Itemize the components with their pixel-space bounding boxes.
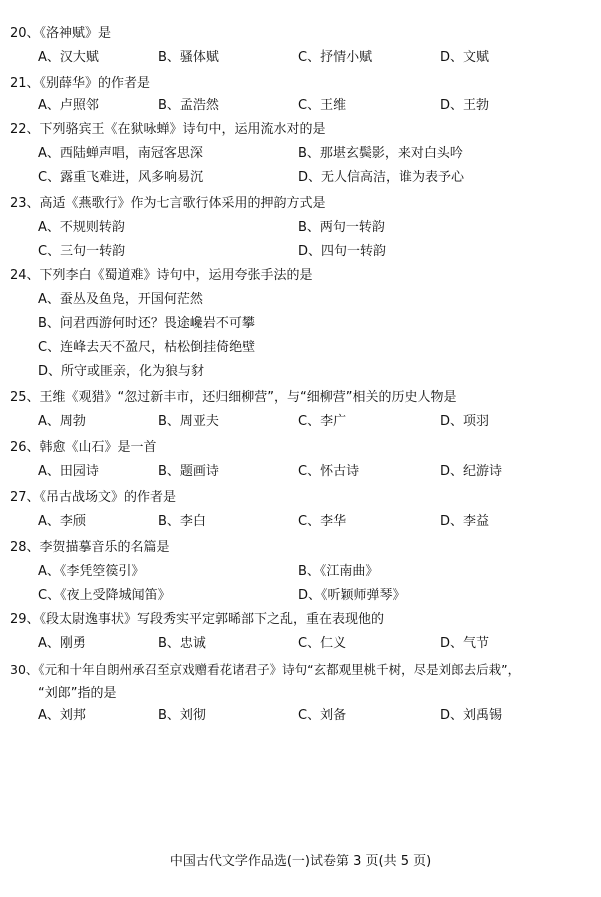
question-24-option-b: B、问君西游何时还？畏途巉岩不可攀	[38, 316, 255, 331]
option-a: A、刚勇	[38, 636, 86, 651]
question-20-stem: 20、《洛神赋》是	[10, 26, 112, 41]
question-27-stem: 27、《吊古战场文》的作者是	[10, 490, 177, 505]
question-26-stem: 26、韩愈《山石》是一首	[10, 440, 157, 455]
option-c: C、三句一转韵	[38, 244, 126, 259]
option-a: A、刘邦	[38, 708, 86, 723]
option-d: D、《听颖师弹琴》	[298, 588, 406, 603]
option-c: C、李广	[298, 414, 347, 429]
option-a: A、李颀	[38, 514, 86, 529]
option-b: B、那堪玄鬓影，来对白头吟	[298, 146, 463, 161]
option-b: B、李白	[158, 514, 206, 529]
option-a: A、卢照邻	[38, 98, 99, 113]
option-d: D、李益	[440, 514, 490, 529]
question-29-stem: 29、《段太尉逸事状》写段秀实平定郭晞部下之乱，重在表现他的	[10, 612, 385, 627]
question-22-stem: 22、下列骆宾王《在狱咏蝉》诗句中，运用流水对的是	[10, 122, 326, 137]
option-a: A、《李凭箜篌引》	[38, 564, 145, 579]
question-28-stem: 28、李贺描摹音乐的名篇是	[10, 540, 170, 555]
option-c: C、仁义	[298, 636, 347, 651]
option-b: B、两句一转韵	[298, 220, 385, 235]
option-d: D、项羽	[440, 414, 490, 429]
option-c: C、《夜上受降城闻笛》	[38, 588, 171, 603]
option-b: B、刘彻	[158, 708, 206, 723]
page-footer: 中国古代文学作品选(一)试卷第 3 页(共 5 页)	[169, 854, 432, 869]
option-b: B、题画诗	[158, 464, 219, 479]
option-c: C、李华	[298, 514, 347, 529]
option-b: B、周亚夫	[158, 414, 219, 429]
option-d: D、气节	[440, 636, 490, 651]
question-24-option-a: A、蚕丛及鱼凫，开国何茫然	[38, 292, 203, 307]
question-24-stem: 24、下列李白《蜀道难》诗句中，运用夸张手法的是	[10, 268, 313, 283]
option-a: A、汉大赋	[38, 50, 99, 65]
option-c: C、抒情小赋	[298, 50, 373, 65]
option-a: A、不规则转韵	[38, 220, 125, 235]
option-a: A、田园诗	[38, 464, 99, 479]
option-a: A、周勃	[38, 414, 86, 429]
option-c: C、刘备	[298, 708, 347, 723]
question-25-stem: 25、王维《观猎》“忽过新丰市，还归细柳营”，与“细柳营”相关的历史人物是	[10, 390, 457, 405]
option-c: C、露重飞难进，风多响易沉	[38, 170, 204, 185]
option-d: D、四句一转韵	[298, 244, 387, 259]
option-d: D、纪游诗	[440, 464, 503, 479]
option-b: B、《江南曲》	[298, 564, 379, 579]
option-d: D、刘禹锡	[440, 708, 503, 723]
option-b: B、忠诚	[158, 636, 206, 651]
option-c: C、王维	[298, 98, 347, 113]
option-c: C、怀古诗	[298, 464, 360, 479]
question-30-stem-continued: “刘郎”指的是	[38, 686, 117, 701]
question-30-stem: 30、《元和十年自朗州承召至京戏赠看花诸君子》诗句“玄都观里桃千树，尽是刘郎去后栽”，	[10, 662, 521, 677]
question-23-stem: 23、高适《燕歌行》作为七言歌行体采用的押韵方式是	[10, 196, 326, 211]
question-24-option-d: D、所守或匪亲，化为狼与豺	[38, 364, 205, 379]
question-21-stem: 21、《别薛华》的作者是	[10, 76, 151, 91]
option-d: D、无人信高洁，谁为表予心	[298, 170, 465, 185]
question-24-option-c: C、连峰去天不盈尺，枯松倒挂倚绝壁	[38, 340, 256, 355]
option-d: D、王勃	[440, 98, 490, 113]
option-a: A、西陆蝉声唱，南冠客思深	[38, 146, 203, 161]
option-b: B、孟浩然	[158, 98, 219, 113]
option-b: B、骚体赋	[158, 50, 219, 65]
option-d: D、文赋	[440, 50, 490, 65]
